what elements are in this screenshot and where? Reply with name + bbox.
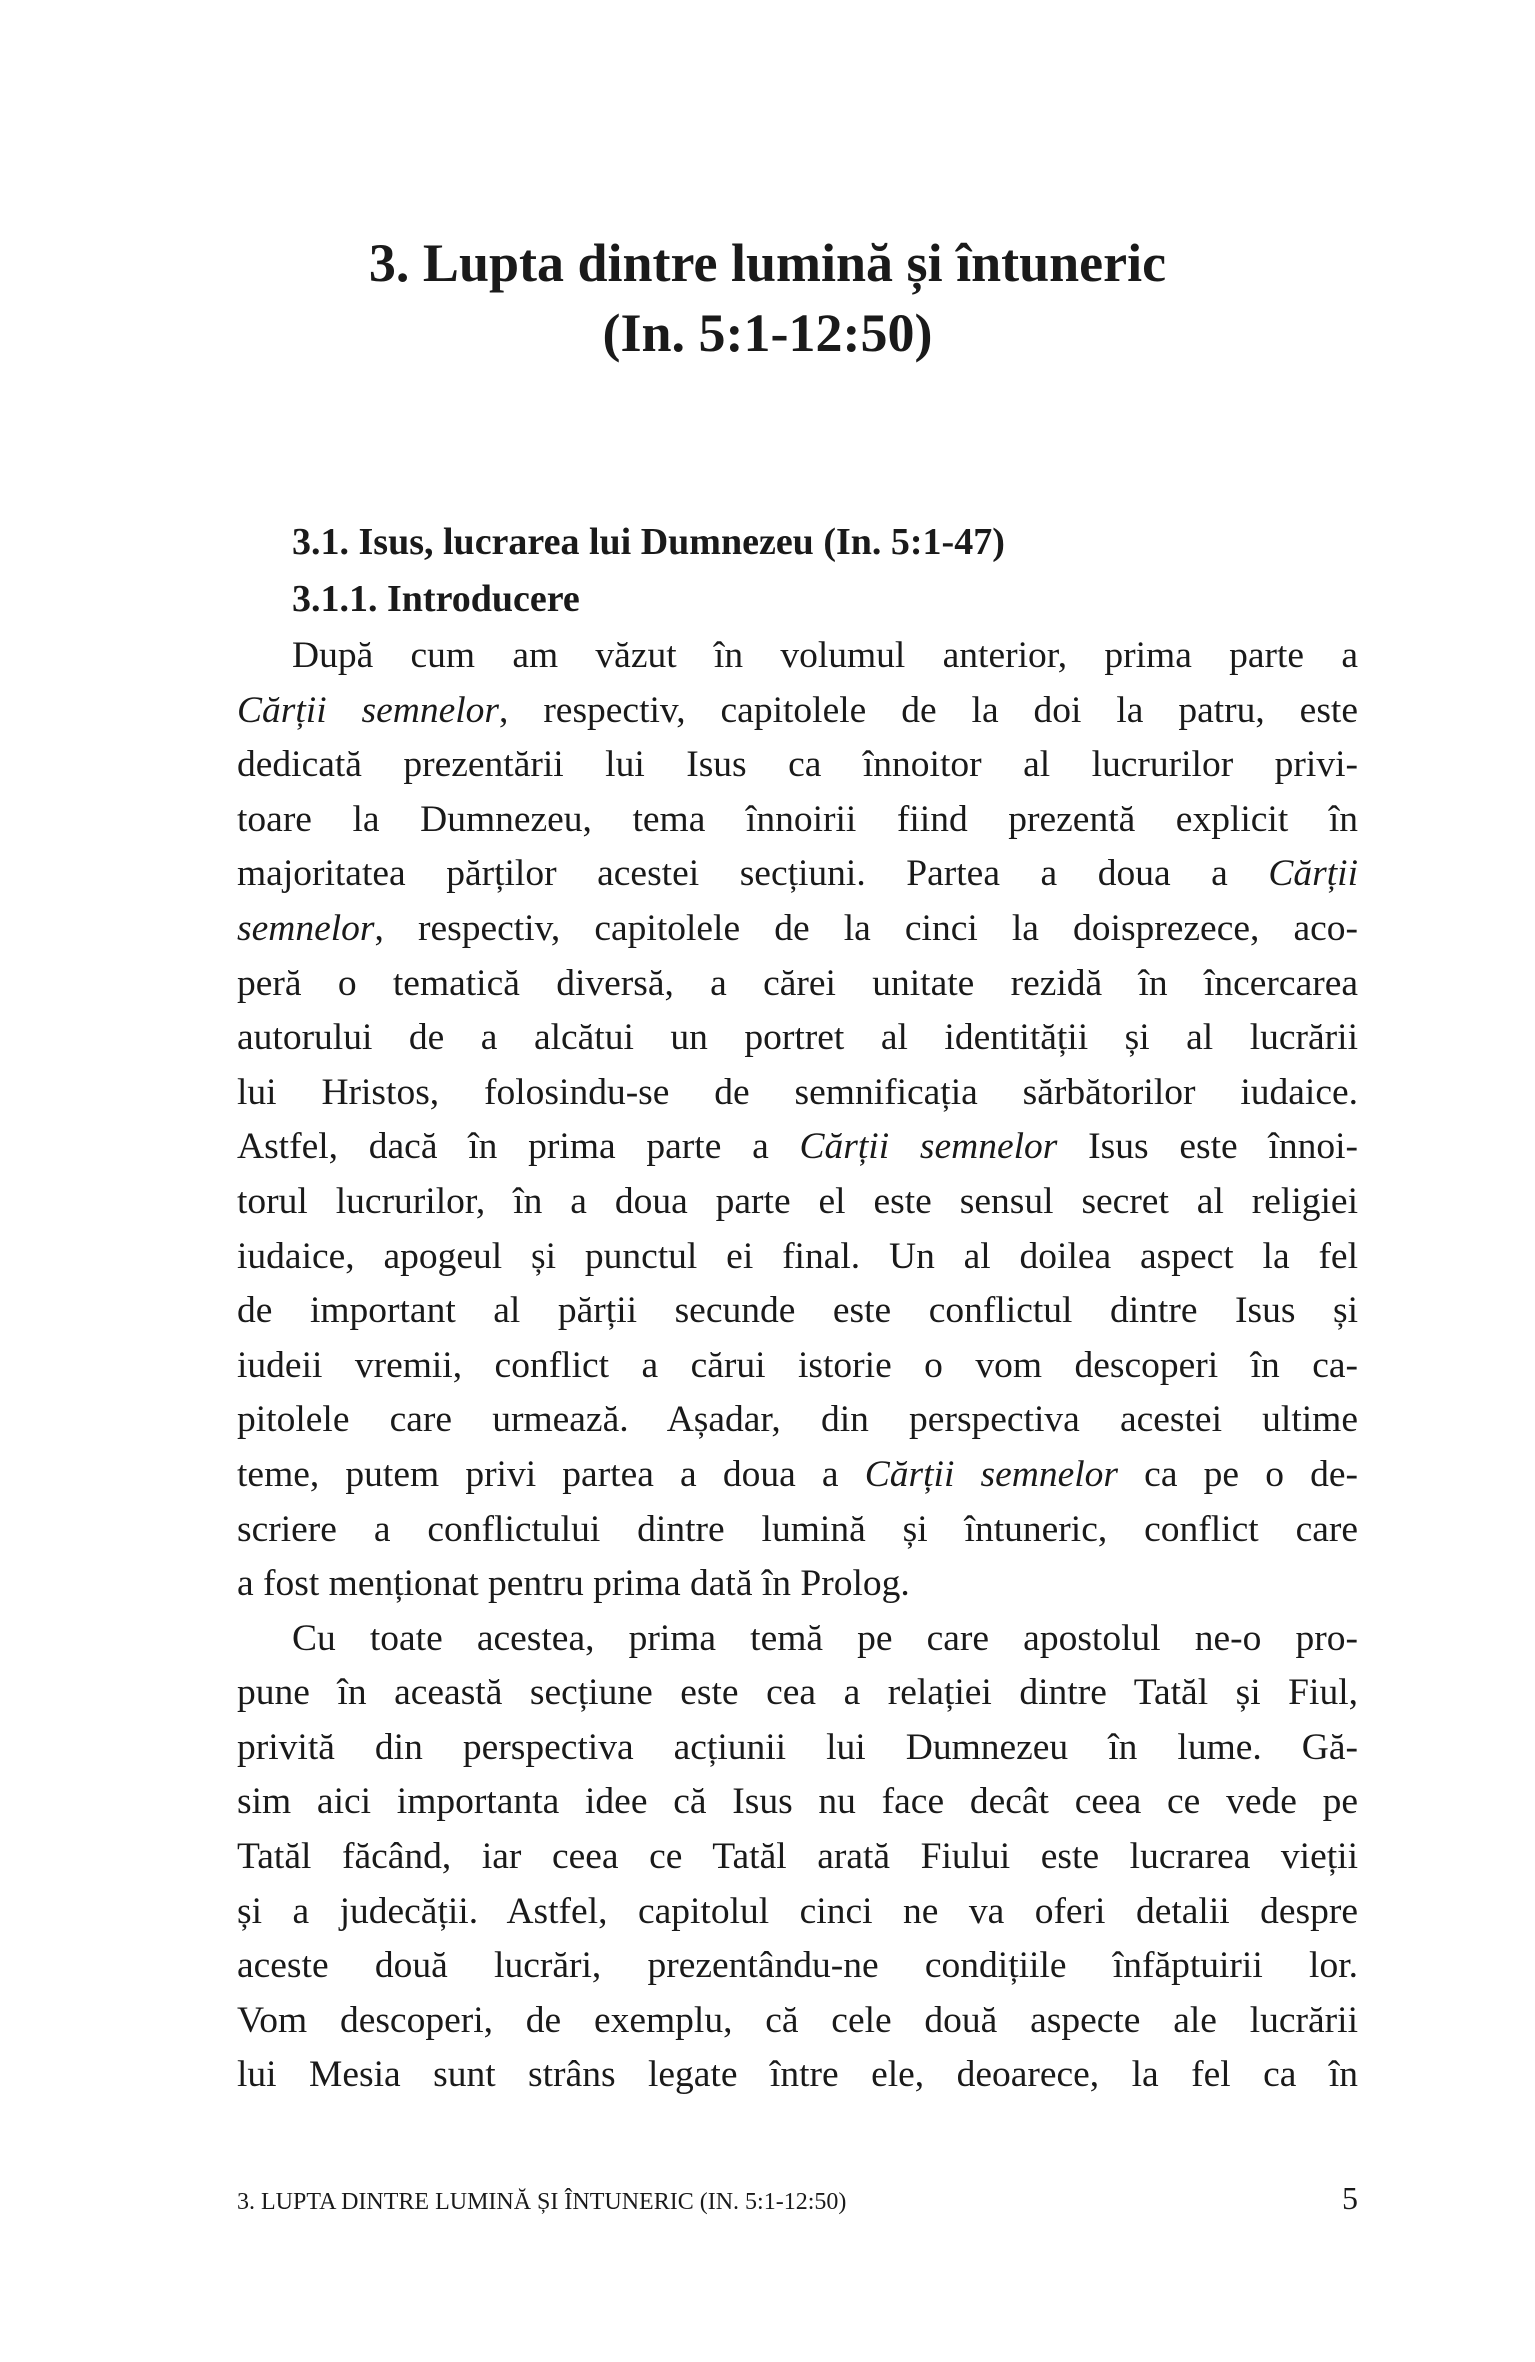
text-segment: aceste două lucrări, prezentându-ne condițiile înfăptuirii lor. bbox=[237, 1945, 1358, 1987]
body-text bbox=[237, 629, 1358, 2103]
page-footer bbox=[237, 2180, 1358, 2220]
text-line bbox=[237, 1120, 1358, 1175]
text-segment: teme, putem privi partea a doua a bbox=[237, 1453, 865, 1495]
text-segment: torul lucrurilor, în a doua parte el este sensul secret al religiei bbox=[237, 1180, 1358, 1222]
text-segment: Cu toate acestea, prima temă pe care apostolul ne-o pro- bbox=[292, 1617, 1358, 1659]
text-segment: dedicată prezentării lui Isus ca înnoitor al lucrurilor privi- bbox=[237, 744, 1358, 786]
page-number: 5 bbox=[1342, 2180, 1358, 2216]
text-segment: lui Hristos, folosindu-se de semnificația sărbătorilor iudaice. bbox=[237, 1071, 1358, 1113]
text-segment: , respectiv, capitolele de la doi la patru, este bbox=[499, 689, 1358, 731]
text-line bbox=[237, 1994, 1358, 2049]
text-segment: majoritatea părților acestei secțiuni. Partea a doua a bbox=[237, 853, 1269, 895]
chapter-title bbox=[0, 228, 1535, 368]
text-segment: lui Mesia sunt strâns legate între ele, deoarece, la fel ca în bbox=[237, 2054, 1358, 2096]
italic-text: Cărții bbox=[1268, 853, 1358, 895]
running-head: 3. LUPTA DINTRE LUMINĂ ȘI ÎNTUNERIC (IN. 5:1-12:50) bbox=[237, 2189, 847, 2215]
text-segment: privită din perspectiva acțiunii lui Dumnezeu în lume. Gă- bbox=[237, 1726, 1358, 1768]
italic-text: Cărții semnelor bbox=[864, 1453, 1119, 1495]
text-line bbox=[237, 1721, 1358, 1776]
text-segment: a fost menționat pentru prima dată în Prolog. bbox=[237, 1563, 910, 1605]
chapter-title-line1: 3. Lupta dintre lumină și întuneric bbox=[368, 233, 1167, 293]
text-line bbox=[237, 1066, 1358, 1121]
text-line bbox=[237, 684, 1358, 739]
text-segment: Isus este înnoi- bbox=[1057, 1126, 1358, 1168]
text-line bbox=[237, 957, 1358, 1012]
italic-text: Cărții semnelor bbox=[799, 1126, 1058, 1168]
text-line bbox=[237, 629, 1358, 684]
chapter-title-line2: (In. 5:1-12:50) bbox=[602, 303, 933, 363]
text-segment: ca pe o de- bbox=[1118, 1453, 1358, 1495]
text-segment: Vom descoperi, de exemplu, că cele două aspecte ale lucrării bbox=[237, 1999, 1358, 2041]
text-line bbox=[237, 1885, 1358, 1940]
text-line bbox=[237, 793, 1358, 848]
text-line bbox=[237, 1503, 1358, 1558]
text-line bbox=[237, 1339, 1358, 1394]
text-segment: sim aici importanta idee că Isus nu face decât ceea ce vede pe bbox=[237, 1781, 1358, 1823]
text-segment: și a judecății. Astfel, capitolul cinci ne va oferi detalii despre bbox=[237, 1890, 1358, 1932]
text-segment: peră o tematică diversă, a cărei unitate rezidă în încercarea bbox=[237, 962, 1358, 1004]
text-segment: Astfel, dacă în prima parte a bbox=[237, 1126, 800, 1168]
text-segment: scriere a conflictului dintre lumină și întuneric, conflict care bbox=[237, 1508, 1358, 1550]
text-line bbox=[237, 902, 1358, 957]
text-segment: iudaice, apogeul și punctul ei final. Un al doilea aspect la fel bbox=[237, 1235, 1358, 1277]
text-line bbox=[237, 1393, 1358, 1448]
text-segment: de important al părții secunde este conflictul dintre Isus și bbox=[237, 1290, 1358, 1332]
text-segment: toare la Dumnezeu, tema înnoirii fiind prezentă explicit în bbox=[237, 798, 1358, 840]
text-line bbox=[237, 1939, 1358, 1994]
text-line bbox=[237, 1830, 1358, 1885]
italic-text: semnelor bbox=[237, 907, 375, 949]
text-line bbox=[237, 1284, 1358, 1339]
text-line bbox=[237, 1666, 1358, 1721]
text-line bbox=[237, 1448, 1358, 1503]
text-line bbox=[237, 2048, 1358, 2103]
text-line bbox=[237, 738, 1358, 793]
text-line bbox=[237, 1230, 1358, 1285]
section-subheading: 3.1.1. Introducere bbox=[292, 578, 580, 620]
text-segment: autorului de a alcătui un portret al identității și al lucrării bbox=[237, 1017, 1358, 1059]
text-segment: , respectiv, capitolele de la cinci la doisprezece, aco- bbox=[374, 907, 1358, 949]
text-line bbox=[237, 847, 1358, 902]
text-segment: iudeii vremii, conflict a cărui istorie o vom descoperi în ca- bbox=[237, 1344, 1358, 1386]
paragraph bbox=[237, 629, 1358, 1612]
text-line bbox=[237, 1011, 1358, 1066]
text-line bbox=[237, 1175, 1358, 1230]
text-line bbox=[237, 1612, 1358, 1667]
text-segment: pune în această secțiune este cea a relației dintre Tatăl și Fiul, bbox=[237, 1672, 1358, 1714]
text-line bbox=[237, 1557, 1358, 1612]
text-line bbox=[237, 1775, 1358, 1830]
paragraph bbox=[237, 1612, 1358, 2103]
text-segment: Tatăl făcând, iar ceea ce Tatăl arată Fiului este lucrarea vieții bbox=[237, 1836, 1358, 1878]
section-heading: 3.1. Isus, lucrarea lui Dumnezeu (In. 5:1-47) bbox=[292, 521, 1005, 563]
text-segment: pitolele care urmează. Așadar, din perspectiva acestei ultime bbox=[237, 1399, 1358, 1441]
italic-text: Cărții semnelor bbox=[237, 689, 500, 731]
text-segment: După cum am văzut în volumul anterior, prima parte a bbox=[292, 635, 1358, 676]
